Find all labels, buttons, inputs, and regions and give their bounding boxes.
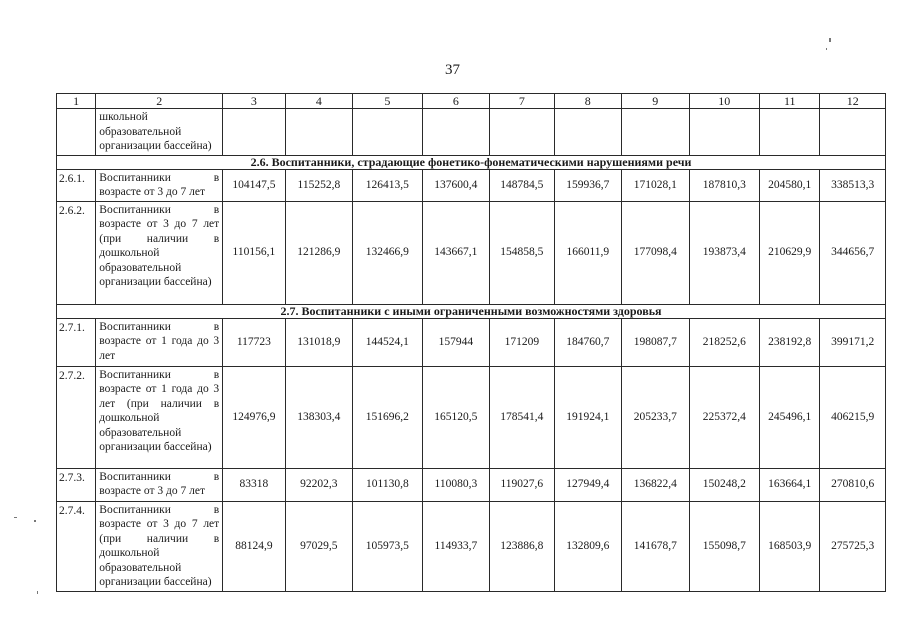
value-cell: 83318 xyxy=(223,468,285,501)
value-cell xyxy=(353,109,423,156)
section-heading-row xyxy=(57,155,886,169)
value-cell: 132809,6 xyxy=(554,501,621,591)
row-description: школьной образовательной организации бассейна) xyxy=(96,109,223,156)
scan-speck xyxy=(829,38,831,42)
row-description: Воспитанники в возрасте от 3 до 7 лет (при наличии в дошкольной образовательной организации бассейна) xyxy=(96,201,223,304)
value-cell: 344656,7 xyxy=(820,201,886,304)
value-cell: 238192,8 xyxy=(760,318,820,366)
value-cell: 155098,7 xyxy=(689,501,760,591)
column-number: 12 xyxy=(820,94,886,109)
value-cell: 114933,7 xyxy=(422,501,489,591)
value-cell: 184760,7 xyxy=(554,318,621,366)
value-cell: 191924,1 xyxy=(554,366,621,468)
value-cell xyxy=(490,109,554,156)
row-number: 2.7.1. xyxy=(57,318,96,366)
value-cell: 154858,5 xyxy=(490,201,554,304)
value-cell: 171209 xyxy=(490,318,554,366)
value-cell: 165120,5 xyxy=(422,366,489,468)
value-cell: 110156,1 xyxy=(223,201,285,304)
row-description: Воспитанники в возрасте от 1 года до 3 лет xyxy=(96,318,223,366)
value-cell: 124976,9 xyxy=(223,366,285,468)
value-cell: 157944 xyxy=(422,318,489,366)
section-title: 2.7. Воспитанники с иными ограниченными возможностями здоровья xyxy=(57,304,886,318)
scan-speck xyxy=(826,48,827,50)
value-cell: 119027,6 xyxy=(490,468,554,501)
value-cell: 171028,1 xyxy=(622,169,689,201)
value-cell: 143667,1 xyxy=(422,201,489,304)
value-cell: 198087,7 xyxy=(622,318,689,366)
column-number-row xyxy=(57,94,886,109)
table-row xyxy=(57,468,886,501)
value-cell xyxy=(223,109,285,156)
value-cell: 123886,8 xyxy=(490,501,554,591)
column-number: 5 xyxy=(353,94,423,109)
column-number: 11 xyxy=(760,94,820,109)
value-cell: 132466,9 xyxy=(353,201,423,304)
row-description: Воспитанники в возрасте от 3 до 7 лет xyxy=(96,169,223,201)
value-cell: 205233,7 xyxy=(622,366,689,468)
row-number: 2.6.1. xyxy=(57,169,96,201)
value-cell: 204580,1 xyxy=(760,169,820,201)
row-number: 2.7.4. xyxy=(57,501,96,591)
value-cell: 131018,9 xyxy=(285,318,352,366)
row-number: 2.7.2. xyxy=(57,366,96,468)
value-cell: 178541,4 xyxy=(490,366,554,468)
value-cell: 166011,9 xyxy=(554,201,621,304)
value-cell: 92202,3 xyxy=(285,468,352,501)
value-cell: 177098,4 xyxy=(622,201,689,304)
value-cell xyxy=(422,109,489,156)
value-cell: 137600,4 xyxy=(422,169,489,201)
column-number: 2 xyxy=(96,94,223,109)
value-cell: 218252,6 xyxy=(689,318,760,366)
scan-speck xyxy=(14,517,17,518)
value-cell xyxy=(285,109,352,156)
value-cell: 148784,5 xyxy=(490,169,554,201)
column-number: 6 xyxy=(422,94,489,109)
value-cell: 97029,5 xyxy=(285,501,352,591)
table-row xyxy=(57,501,886,591)
value-cell: 144524,1 xyxy=(353,318,423,366)
value-cell: 121286,9 xyxy=(285,201,352,304)
value-cell: 136822,4 xyxy=(622,468,689,501)
continuation-row xyxy=(57,109,886,156)
value-cell: 193873,4 xyxy=(689,201,760,304)
column-number: 9 xyxy=(622,94,689,109)
column-number: 4 xyxy=(285,94,352,109)
value-cell: 338513,3 xyxy=(820,169,886,201)
value-cell xyxy=(760,109,820,156)
value-cell: 275725,3 xyxy=(820,501,886,591)
value-cell: 126413,5 xyxy=(353,169,423,201)
scan-speck xyxy=(37,591,38,594)
column-number: 1 xyxy=(57,94,96,109)
table-row xyxy=(57,318,886,366)
value-cell xyxy=(820,109,886,156)
value-cell: 101130,8 xyxy=(353,468,423,501)
value-cell: 406215,9 xyxy=(820,366,886,468)
value-cell: 245496,1 xyxy=(760,366,820,468)
row-number: 2.7.3. xyxy=(57,468,96,501)
value-cell: 210629,9 xyxy=(760,201,820,304)
value-cell: 159936,7 xyxy=(554,169,621,201)
value-cell: 270810,6 xyxy=(820,468,886,501)
row-description: Воспитанники в возрасте от 3 до 7 лет (при наличии в дошкольной образовательной организации бассейна) xyxy=(96,501,223,591)
value-cell: 105973,5 xyxy=(353,501,423,591)
table-row xyxy=(57,366,886,468)
column-number: 3 xyxy=(223,94,285,109)
value-cell: 117723 xyxy=(223,318,285,366)
value-cell: 399171,2 xyxy=(820,318,886,366)
value-cell: 104147,5 xyxy=(223,169,285,201)
value-cell: 141678,7 xyxy=(622,501,689,591)
value-cell: 127949,4 xyxy=(554,468,621,501)
row-description: Воспитанники в возрасте от 3 до 7 лет xyxy=(96,468,223,501)
value-cell: 115252,8 xyxy=(285,169,352,201)
value-cell: 138303,4 xyxy=(285,366,352,468)
column-number: 10 xyxy=(689,94,760,109)
value-cell: 150248,2 xyxy=(689,468,760,501)
value-cell: 187810,3 xyxy=(689,169,760,201)
table-row xyxy=(57,169,886,201)
value-cell: 151696,2 xyxy=(353,366,423,468)
section-heading-row xyxy=(57,304,886,318)
row-description: Воспитанники в возрасте от 1 года до 3 лет (при наличии в дошкольной образовательной организации бассейна) xyxy=(96,366,223,468)
table-row xyxy=(57,201,886,304)
scan-speck xyxy=(34,520,36,522)
value-cell xyxy=(689,109,760,156)
row-number-cell xyxy=(57,109,96,156)
column-number: 8 xyxy=(554,94,621,109)
column-number: 7 xyxy=(490,94,554,109)
value-cell: 88124,9 xyxy=(223,501,285,591)
value-cell: 110080,3 xyxy=(422,468,489,501)
value-cell: 163664,1 xyxy=(760,468,820,501)
value-cell xyxy=(622,109,689,156)
row-number: 2.6.2. xyxy=(57,201,96,304)
section-title: 2.6. Воспитанники, страдающие фонетико-фонематическими нарушениями речи xyxy=(57,155,886,169)
value-cell: 168503,9 xyxy=(760,501,820,591)
page-number: 37 xyxy=(445,62,460,78)
value-cell xyxy=(554,109,621,156)
tariff-table xyxy=(56,93,886,592)
value-cell: 225372,4 xyxy=(689,366,760,468)
